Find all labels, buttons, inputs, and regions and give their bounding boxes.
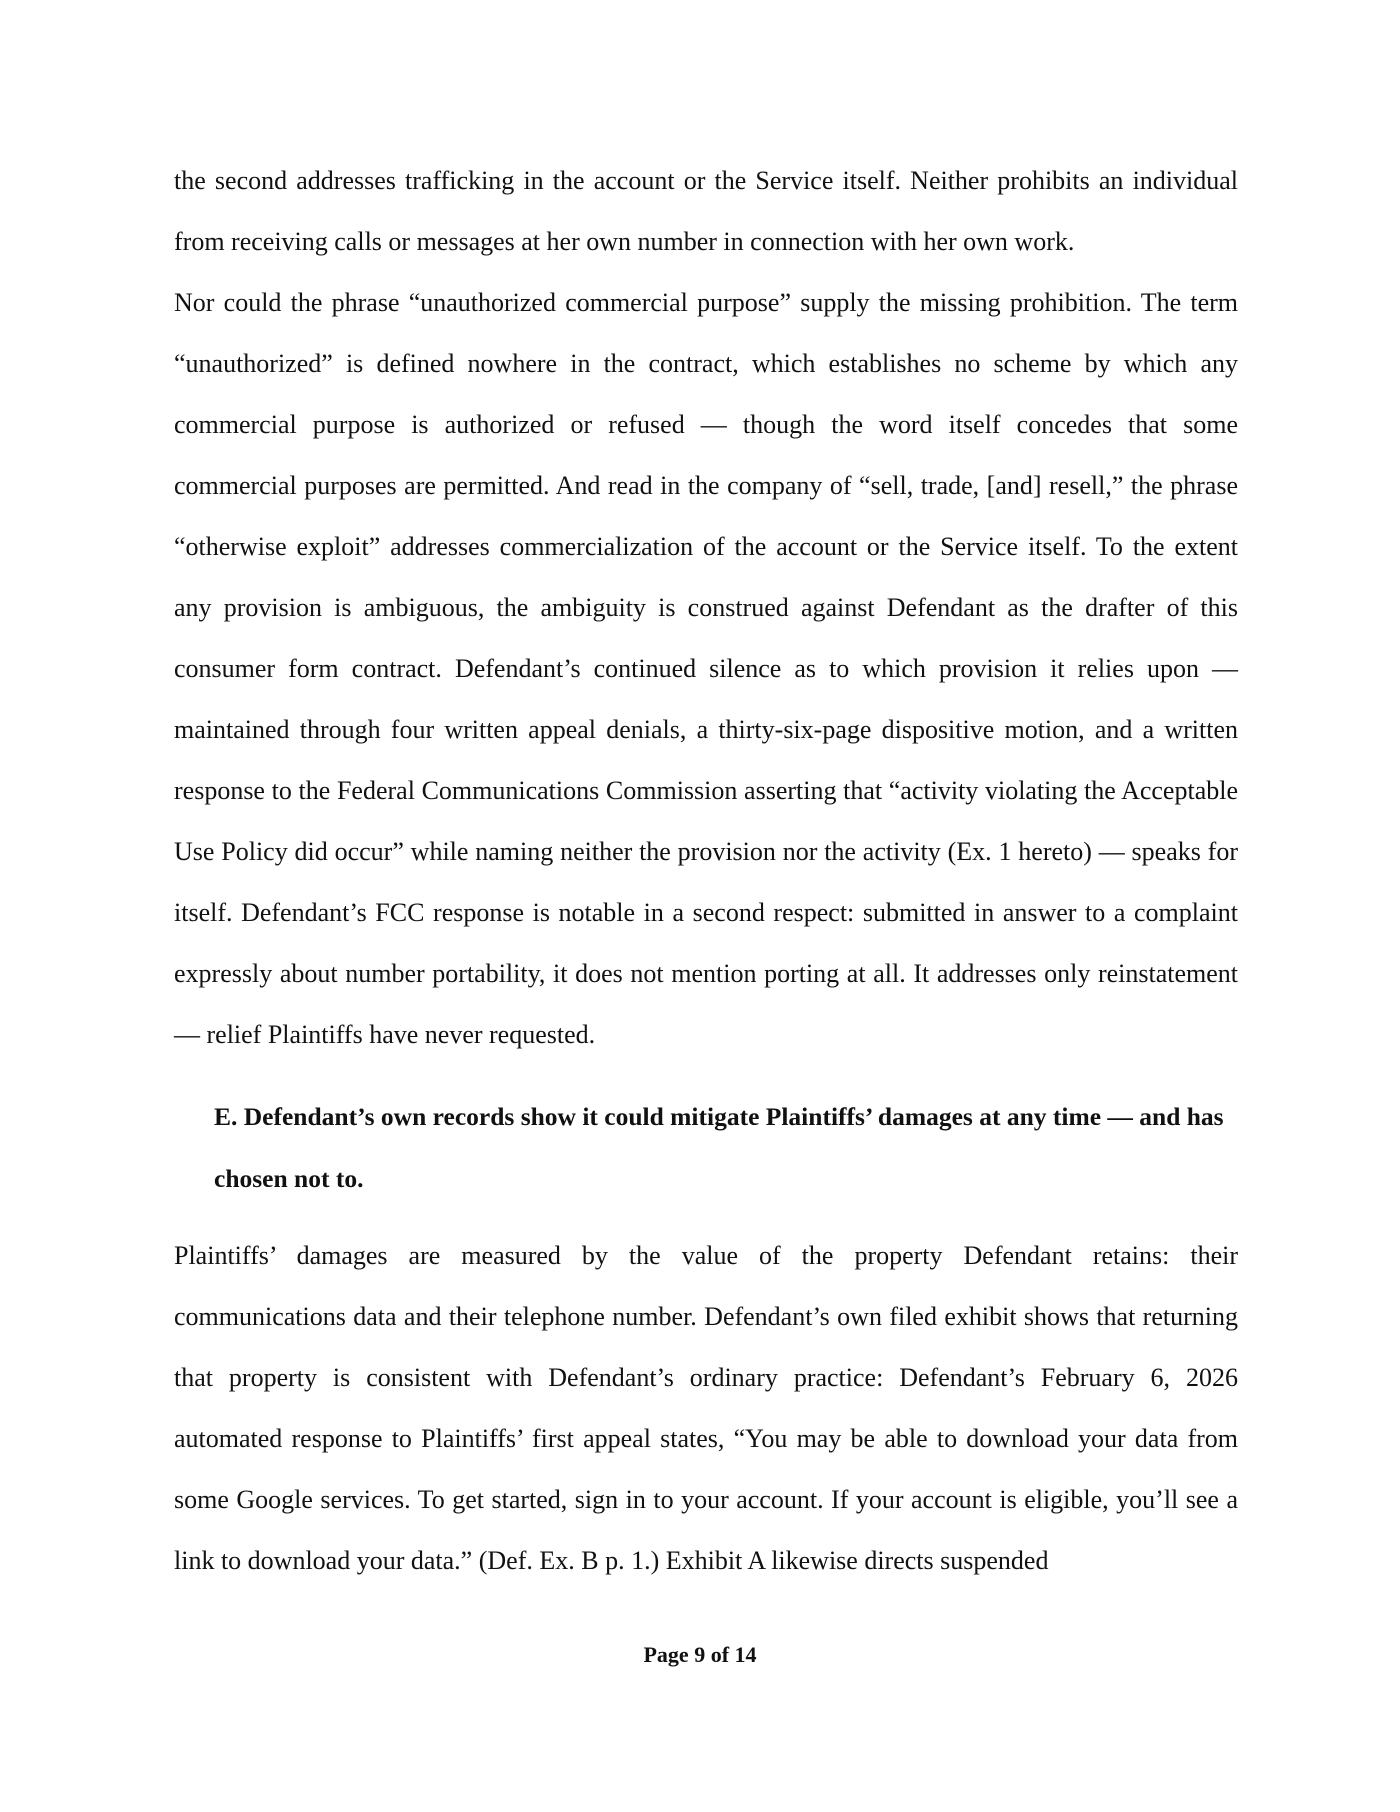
section-heading: E. Defendant’s own records show it could mitigate Plaintiffs’ damages at any time — and has chosen not to.	[214, 1102, 1224, 1193]
body-paragraph-1: the second addresses trafficking in the account or the Service itself. Neither prohibits an individual from receiving calls or messages at her own number in connection with her own work.	[174, 166, 1238, 256]
body-paragraph-2: Nor could the phrase “unauthorized commercial purpose” supply the missing prohibition. The term “unauthorized” is defined nowhere in the contract, which establishes no scheme by which any commercial purpose is authorized or refused — though the word itself concedes that some commercial purposes are permitted. And read in the company of “sell, trade, [and] resell,” the phrase “otherwise exploit” addresses commercialization of the account or the Service itself. To the extent any provision is ambiguous, the ambiguity is construed against Defendant as the drafter of this consumer form contract. Defendant’s continued silence as to which provision it relies upon — maintained through four written appeal denials, a thirty-six-page dispositive motion, and a written response to the Federal Communications Commission asserting that “activity violating the Acceptable Use Policy did occur” while naming neither the provision nor the activity (Ex. 1 hereto) — speaks for itself. Defendant’s FCC response is notable in a second respect: submitted in answer to a complaint expressly about number portability, it does not mention porting at all. It addresses only reinstatement — relief Plaintiffs have never requested.	[174, 288, 1238, 1049]
page-footer: Page 9 of 14	[643, 1642, 757, 1667]
body-paragraph-3: Plaintiffs’ damages are measured by the value of the property Defendant retains: their communications data and their telephone number. Defendant’s own filed exhibit shows that returning that property is consistent with Defendant’s ordinary practice: Defendant’s February 6, 2026 automated response to Plaintiffs’ first appeal states, “You may be able to download your data from some Google services. To get started, sign in to your account. If your account is eligible, you’ll see a link to download your data.” (Def. Ex. B p. 1.) Exhibit A likewise directs suspended	[174, 1241, 1238, 1575]
